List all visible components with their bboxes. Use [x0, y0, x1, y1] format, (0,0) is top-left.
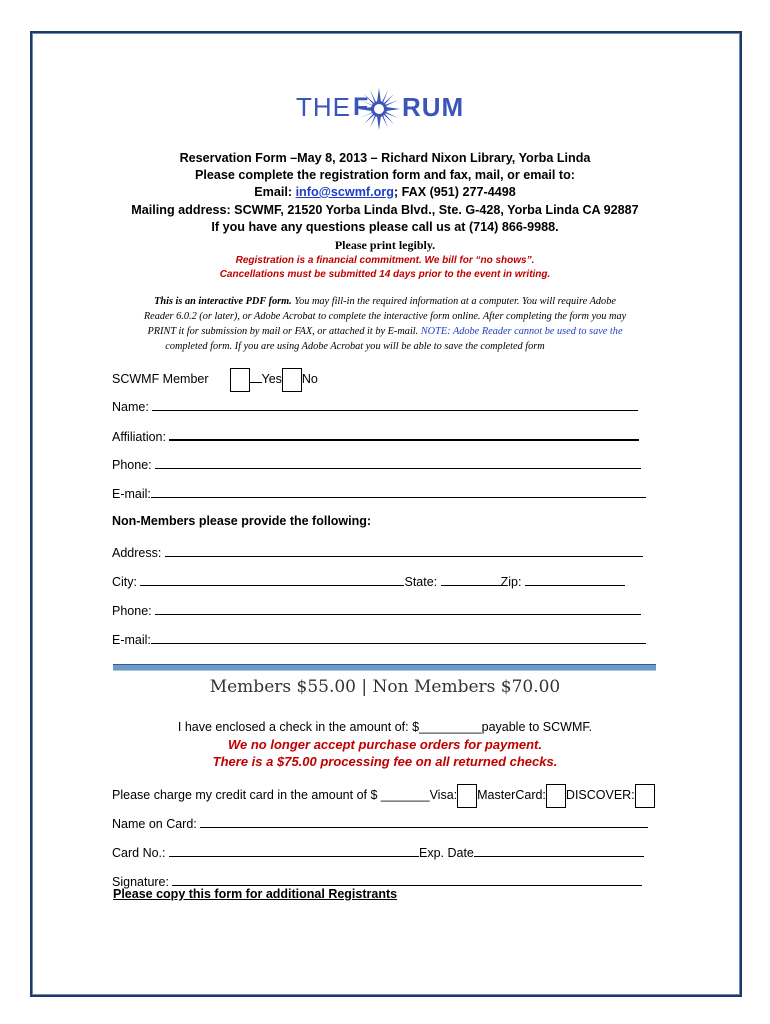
city-field[interactable] — [140, 572, 404, 586]
city-row — [112, 572, 625, 590]
intro-lead: This is an interactive PDF form. — [154, 296, 292, 307]
visa-checkbox[interactable] — [457, 784, 477, 808]
member-row — [112, 368, 318, 386]
zip-label: Zip: — [500, 575, 522, 589]
logo-the: THE — [296, 92, 351, 122]
name-label: Name: — [112, 400, 149, 414]
affiliation-row — [112, 426, 639, 444]
nm-email-field[interactable] — [151, 630, 646, 644]
exp-field[interactable] — [474, 843, 644, 857]
address-label: Address: — [112, 546, 162, 560]
intro-text1: You may fill-in the required information at a computer. You will require Adobe — [291, 296, 616, 307]
phone-field[interactable] — [155, 455, 641, 469]
logo-rum: RUM — [402, 92, 465, 122]
mailing-address: Mailing address: SCWMF, 21520 Yorba Linda Blvd., Ste. G-428, Yorba Linda CA 92887 — [131, 203, 639, 217]
intro-text3a: PRINT it for submission by mail or FAX, or attached it by E-mail. — [147, 326, 421, 337]
nm-phone-label: Phone: — [112, 604, 152, 618]
affiliation-label: Affiliation: — [112, 430, 166, 444]
header-line2: Please complete the registration form and fax, mail, or email to: — [194, 168, 575, 182]
discover-label: DISCOVER: — [565, 788, 635, 802]
intro-line1 — [60, 294, 710, 309]
charge-row — [112, 784, 655, 802]
member-yes-checkbox[interactable] — [230, 368, 250, 392]
affiliation-field[interactable] — [169, 426, 639, 441]
nm-phone-field[interactable] — [155, 601, 641, 615]
check-line — [60, 720, 710, 734]
questions-line: If you have any questions please call us at (714) 866-9988. — [211, 220, 559, 234]
email-field[interactable] — [151, 484, 646, 498]
email-link[interactable]: info@scwmf.org — [295, 185, 394, 199]
yes-label: Yes — [261, 372, 282, 386]
print-legibly: Please print legibly. — [334, 238, 436, 252]
name-field[interactable] — [152, 397, 638, 411]
header-line1: Reservation Form –May 8, 2013 – Richard Nixon Library, Yorba Linda — [179, 151, 591, 165]
member-label: SCWMF Member — [112, 372, 209, 386]
no-label: No — [301, 372, 318, 386]
forum-logo — [296, 90, 476, 134]
phone-label: Phone: — [112, 458, 152, 472]
card-no-label: Card No.: — [112, 846, 166, 860]
header-contact — [60, 185, 710, 199]
state-label: State: — [404, 575, 438, 589]
mastercard-label: MasterCard: — [477, 788, 546, 802]
exp-label: Exp. Date — [418, 846, 474, 860]
card-no-field[interactable] — [169, 843, 419, 857]
check-payee: payable to SCWMF. — [481, 720, 593, 734]
address-field[interactable] — [165, 543, 643, 557]
email-field-label: E-mail: — [112, 487, 151, 501]
intro-line4: completed form. If you are using Adobe Acrobat you will be able to save the completed form — [165, 341, 545, 352]
name-on-card-field[interactable] — [200, 814, 648, 828]
check-text: I have enclosed a check in the amount of: $ — [177, 720, 420, 734]
card-row — [112, 843, 644, 861]
email-label: Email: — [254, 185, 296, 199]
intro-line2: Reader 6.0.2 (or later), or Adobe Acrobat to complete the interactive form online. After completing the form you may — [143, 311, 627, 322]
name-on-card-label: Name on Card: — [112, 817, 197, 831]
copy-notice: Please copy this form for additional Registrants — [113, 887, 398, 901]
name-on-card-row — [112, 814, 648, 832]
po-notice: We no longer accept purchase orders for payment. — [227, 737, 542, 752]
mastercard-checkbox[interactable] — [546, 784, 566, 808]
city-label: City: — [112, 575, 137, 589]
name-row — [112, 397, 638, 415]
intro-line3 — [60, 324, 710, 339]
signature-label: Signature: — [112, 875, 169, 889]
phone-row — [112, 455, 641, 473]
cancellation-notice: Cancellations must be submitted 14 days prior to the event in writing. — [219, 269, 551, 280]
signature-field[interactable] — [172, 872, 642, 886]
member-no-checkbox[interactable] — [282, 368, 302, 392]
logo-f: F — [353, 93, 369, 121]
pricing-text: Members $55.00 | Non Members $70.00 — [209, 677, 561, 697]
commitment-notice: Registration is a financial commitment. We bill for “no shows”. — [235, 255, 535, 266]
section-divider — [113, 664, 656, 671]
address-row — [112, 543, 643, 561]
intro-note: NOTE: Adobe Reader cannot be used to save the — [420, 326, 623, 337]
nonmembers-heading: Non-Members please provide the following: — [112, 514, 372, 528]
visa-label: Visa: — [429, 788, 458, 802]
email-row — [112, 484, 646, 502]
fee-notice: There is a $75.00 processing fee on all returned checks. — [212, 754, 558, 769]
nm-email-label: E-mail: — [112, 633, 151, 647]
check-amount-field[interactable]: _________ — [419, 720, 482, 734]
nm-email-row — [112, 630, 646, 648]
nm-phone-row — [112, 601, 641, 619]
fax-text: ; FAX (951) 277-4498 — [393, 185, 516, 199]
discover-checkbox[interactable] — [635, 784, 655, 808]
zip-field[interactable] — [525, 572, 625, 586]
charge-label: Please charge my credit card in the amount of $ _______ — [112, 788, 430, 802]
state-field[interactable] — [441, 572, 501, 586]
